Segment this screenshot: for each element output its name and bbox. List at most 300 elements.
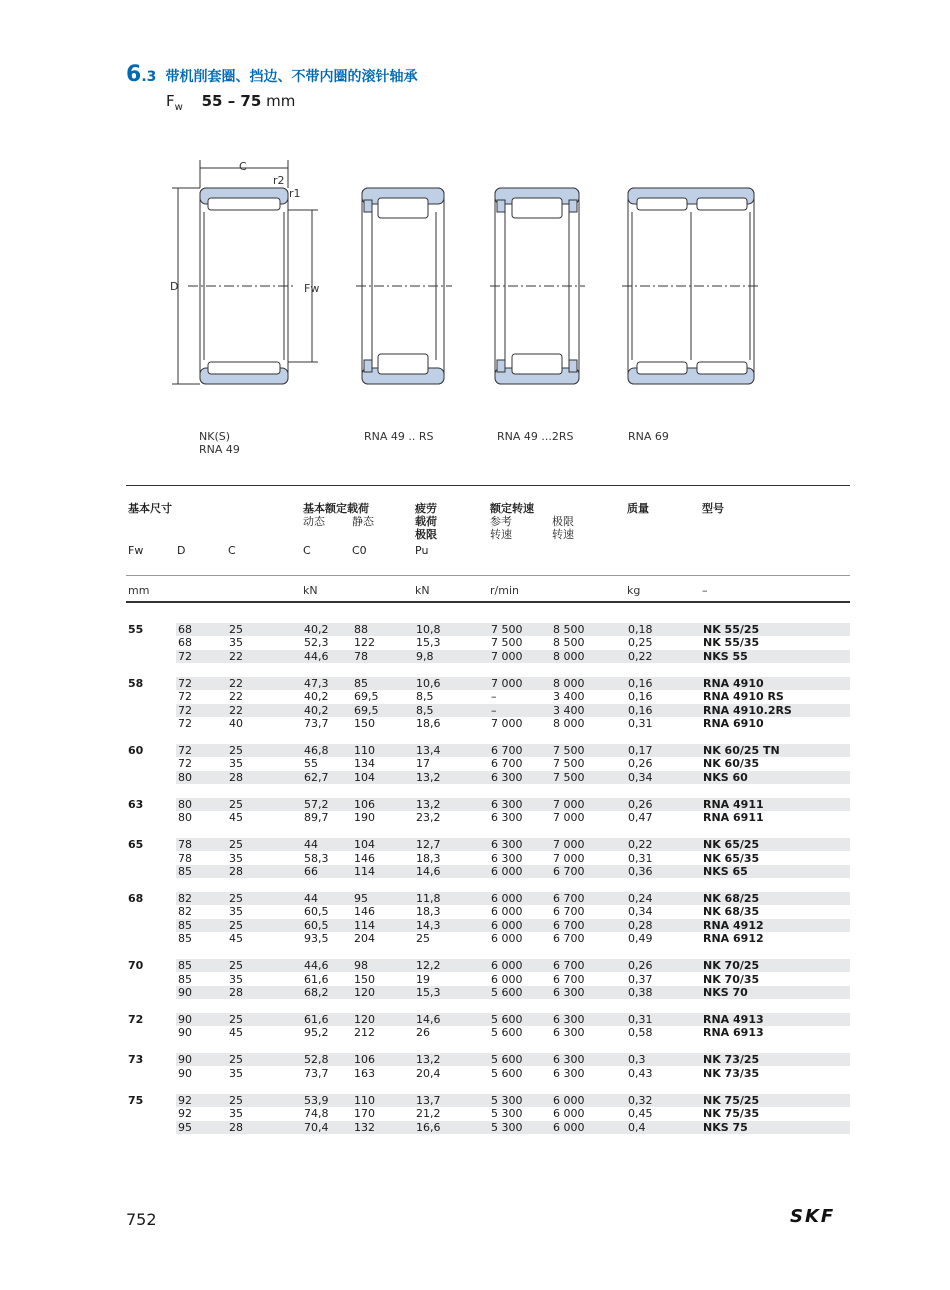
table-row <box>176 932 850 945</box>
hdr-fatigue-1: 疲劳 <box>415 502 437 515</box>
cell-c: 35 <box>229 851 243 865</box>
table-row <box>176 973 850 986</box>
cell-c: 25 <box>229 623 243 636</box>
cell-pu: 18,6 <box>416 717 441 730</box>
cell-mass: 0,26 <box>628 797 653 811</box>
cell-lim-speed: 6 300 <box>553 1026 585 1040</box>
hdr-load-ratings: 基本额定载荷 <box>303 502 369 515</box>
cell-c0: 110 <box>354 1093 375 1107</box>
cell-pu: 25 <box>416 932 430 946</box>
hdr-sym-c0: C0 <box>352 544 367 557</box>
cell-d: 78 <box>178 838 192 852</box>
cell-ref-speed: 6 300 <box>491 770 523 784</box>
cell-ref-speed: 6 000 <box>491 892 523 905</box>
cell-ref-speed: 5 600 <box>491 1013 523 1026</box>
cell-lim-speed: 6 700 <box>553 959 585 973</box>
group-fw: 75 <box>128 1093 144 1107</box>
cell-d: 90 <box>178 1053 192 1067</box>
cell-c: 25 <box>229 1053 243 1067</box>
cell-d: 72 <box>178 717 192 730</box>
cell-d: 82 <box>178 905 192 919</box>
cell-mass: 0,25 <box>628 636 653 650</box>
group-fw: 63 <box>128 797 144 811</box>
cell-pu: 17 <box>416 757 430 771</box>
group-fw: 72 <box>128 1013 144 1026</box>
cell-pu: 18,3 <box>416 851 441 865</box>
cell-lim-speed: 6 700 <box>553 918 585 932</box>
cell-c0: 85 <box>354 676 368 690</box>
cell-c0: 170 <box>354 1107 375 1121</box>
cell-c-dyn: 73,7 <box>304 1066 329 1080</box>
cell-d: 90 <box>178 986 192 999</box>
cell-c0: 134 <box>354 757 375 771</box>
cell-pu: 13,4 <box>416 744 441 757</box>
cell-c0: 163 <box>354 1066 375 1080</box>
cell-mass: 0,16 <box>628 703 653 717</box>
hdr-dynamic: 动态 <box>303 515 325 528</box>
cell-ref-speed: 5 300 <box>491 1093 523 1107</box>
cell-lim-speed: 8 500 <box>553 636 585 650</box>
cell-pu: 12,2 <box>416 959 441 973</box>
cell-c0: 110 <box>354 744 375 757</box>
cell-c: 25 <box>229 744 243 757</box>
cell-pu: 26 <box>416 1026 430 1040</box>
table-row <box>176 704 850 717</box>
hdr-fatigue-2: 载荷 <box>415 515 437 528</box>
table-row <box>176 1067 850 1080</box>
cell-d: 85 <box>178 972 192 986</box>
cell-ref-speed: 6 000 <box>491 932 523 946</box>
cell-designation: NK 60/25 TN <box>703 744 780 757</box>
cell-ref-speed: 6 000 <box>491 959 523 973</box>
cell-c0: 104 <box>354 838 375 852</box>
cell-ref-speed: 5 600 <box>491 1053 523 1067</box>
hdr-sym-c-dyn: C <box>303 544 311 557</box>
cell-mass: 0,18 <box>628 623 653 636</box>
page-number: 752 <box>126 1210 157 1229</box>
cell-d: 72 <box>178 703 192 717</box>
cell-lim-speed: 7 000 <box>553 797 585 811</box>
cell-c-dyn: 93,5 <box>304 932 329 946</box>
cell-lim-speed: 6 700 <box>553 892 585 905</box>
cell-pu: 8,5 <box>416 703 434 717</box>
cell-c0: 190 <box>354 811 375 825</box>
unit-rmin: r/min <box>490 584 519 597</box>
cell-lim-speed: 7 500 <box>553 744 585 757</box>
cell-designation: NK 60/35 <box>703 757 760 771</box>
cell-c-dyn: 74,8 <box>304 1107 329 1121</box>
cell-designation: RNA 4910 RS <box>703 690 784 704</box>
cell-c: 25 <box>229 892 243 905</box>
cell-lim-speed: 6 700 <box>553 905 585 919</box>
cell-c0: 120 <box>354 986 375 999</box>
table-row <box>176 1107 850 1120</box>
cell-c0: 150 <box>354 717 375 730</box>
cell-designation: RNA 4913 <box>703 1013 764 1026</box>
cell-pu: 14,3 <box>416 918 441 932</box>
cell-c: 25 <box>229 838 243 852</box>
drawing-label-nks: NK(S) <box>199 430 231 443</box>
cell-d: 85 <box>178 959 192 973</box>
table-row <box>176 1026 850 1039</box>
cell-ref-speed: 5 600 <box>491 986 523 999</box>
cell-c: 28 <box>229 1120 243 1134</box>
cell-pu: 13,7 <box>416 1093 441 1107</box>
cell-c0: 150 <box>354 972 375 986</box>
drawing-rna69 <box>622 188 760 384</box>
cell-mass: 0,22 <box>628 838 653 852</box>
cell-d: 72 <box>178 744 192 757</box>
fw-subscript: w <box>174 102 183 113</box>
cell-pu: 13,2 <box>416 797 441 811</box>
cell-designation: NK 73/25 <box>703 1053 760 1067</box>
cell-d: 68 <box>178 636 192 650</box>
section-number: 6 <box>126 62 142 87</box>
cell-ref-speed: 5 300 <box>491 1107 523 1121</box>
cell-mass: 0,16 <box>628 676 653 690</box>
cell-designation: RNA 6913 <box>703 1026 764 1040</box>
cell-pu: 18,3 <box>416 905 441 919</box>
cell-mass: 0,28 <box>628 918 653 932</box>
cell-mass: 0,17 <box>628 744 653 757</box>
cell-mass: 0,4 <box>628 1120 646 1134</box>
cell-c: 25 <box>229 1093 243 1107</box>
cell-ref-speed: 6 000 <box>491 905 523 919</box>
cell-ref-speed: 7 500 <box>491 636 523 650</box>
cell-d: 68 <box>178 623 192 636</box>
hdr-basic-dims: 基本尺寸 <box>128 502 172 515</box>
cell-d: 80 <box>178 770 192 784</box>
cell-pu: 13,2 <box>416 770 441 784</box>
cell-designation: NK 65/25 <box>703 838 760 852</box>
cell-pu: 20,4 <box>416 1066 441 1080</box>
cell-c-dyn: 62,7 <box>304 770 329 784</box>
cell-c-dyn: 40,2 <box>304 623 329 636</box>
cell-lim-speed: 6 700 <box>553 972 585 986</box>
cell-d: 92 <box>178 1107 192 1121</box>
section-subnumber: .3 <box>141 69 157 85</box>
table-row <box>176 865 850 878</box>
cell-designation: NKS 75 <box>703 1120 748 1134</box>
cell-c-dyn: 44 <box>304 892 318 905</box>
cell-c-dyn: 44,6 <box>304 959 329 973</box>
cell-mass: 0,16 <box>628 690 653 704</box>
cell-d: 80 <box>178 797 192 811</box>
hdr-sym-d: D <box>177 544 186 557</box>
cell-mass: 0,34 <box>628 770 653 784</box>
cell-ref-speed: 7 000 <box>491 676 523 690</box>
cell-pu: 16,6 <box>416 1120 441 1134</box>
cell-lim-speed: 6 700 <box>553 865 585 878</box>
cell-lim-speed: 3 400 <box>553 703 585 717</box>
cell-mass: 0,26 <box>628 959 653 973</box>
cell-c: 22 <box>229 703 243 717</box>
cell-c0: 146 <box>354 905 375 919</box>
dim-r1: r1 <box>289 187 301 200</box>
cell-d: 72 <box>178 757 192 771</box>
cell-c: 22 <box>229 676 243 690</box>
cell-c0: 114 <box>354 918 375 932</box>
cell-d: 95 <box>178 1120 192 1134</box>
cell-pu: 21,2 <box>416 1107 441 1121</box>
cell-c: 40 <box>229 717 243 730</box>
cell-designation: RNA 6910 <box>703 717 764 730</box>
unit-kn-fatigue: kN <box>415 584 430 597</box>
cell-mass: 0,32 <box>628 1093 653 1107</box>
hdr-sym-fw: Fw <box>128 544 144 557</box>
cell-c-dyn: 61,6 <box>304 972 329 986</box>
cell-c-dyn: 60,5 <box>304 918 329 932</box>
range-value: 55 – 75 <box>201 92 262 110</box>
cell-c-dyn: 89,7 <box>304 811 329 825</box>
cell-lim-speed: 7 000 <box>553 851 585 865</box>
table-row <box>176 852 850 865</box>
hdr-sym-c: C <box>228 544 236 557</box>
cell-d: 92 <box>178 1093 192 1107</box>
cell-lim-speed: 6 700 <box>553 932 585 946</box>
drawing-rna49-rs <box>356 188 452 384</box>
drawing-label-rna69: RNA 69 <box>628 430 669 443</box>
cell-lim-speed: 7 500 <box>553 770 585 784</box>
cell-c: 28 <box>229 770 243 784</box>
cell-c-dyn: 57,2 <box>304 797 329 811</box>
cell-designation: RNA 4910.2RS <box>703 703 792 717</box>
cell-lim-speed: 6 000 <box>553 1120 585 1134</box>
cell-c-dyn: 58,3 <box>304 851 329 865</box>
cell-d: 82 <box>178 892 192 905</box>
table-row <box>176 1094 850 1107</box>
group-fw: 55 <box>128 623 144 636</box>
header-bottom-rule <box>126 601 850 603</box>
cell-c-dyn: 60,5 <box>304 905 329 919</box>
cell-designation: NK 75/35 <box>703 1107 760 1121</box>
table-row <box>176 744 850 757</box>
table-row <box>176 650 850 663</box>
cell-c: 25 <box>229 1013 243 1026</box>
cell-c0: 122 <box>354 636 375 650</box>
cell-c0: 132 <box>354 1120 375 1134</box>
cell-c-dyn: 44 <box>304 838 318 852</box>
cell-designation: NKS 55 <box>703 649 748 663</box>
cell-c-dyn: 55 <box>304 757 318 771</box>
cell-c: 22 <box>229 690 243 704</box>
cell-designation: NK 68/25 <box>703 892 760 905</box>
cell-lim-speed: 6 000 <box>553 1093 585 1107</box>
cell-c0: 88 <box>354 623 368 636</box>
table-row <box>176 636 850 649</box>
unit-kg: kg <box>627 584 641 597</box>
cell-pu: 10,6 <box>416 676 441 690</box>
cell-c0: 78 <box>354 649 368 663</box>
cell-lim-speed: 8 500 <box>553 623 585 636</box>
hdr-reference: 参考 <box>490 515 512 528</box>
cell-pu: 19 <box>416 972 430 986</box>
cell-c0: 204 <box>354 932 375 946</box>
group-fw: 68 <box>128 892 144 905</box>
cell-d: 72 <box>178 649 192 663</box>
unit-dash: – <box>702 584 708 597</box>
drawing-label-rna49: RNA 49 <box>199 443 240 456</box>
dim-r2: r2 <box>273 174 285 187</box>
cell-pu: 11,8 <box>416 892 441 905</box>
cell-designation: NK 73/35 <box>703 1066 760 1080</box>
cell-c0: 98 <box>354 959 368 973</box>
cell-pu: 10,8 <box>416 623 441 636</box>
table-row <box>176 919 850 932</box>
cell-d: 90 <box>178 1013 192 1026</box>
dim-fw: Fw <box>304 282 320 295</box>
cell-c: 35 <box>229 972 243 986</box>
cell-c0: 69,5 <box>354 703 379 717</box>
dim-d: D <box>170 280 179 293</box>
cell-designation: RNA 6911 <box>703 811 764 825</box>
table-row <box>176 757 850 770</box>
hdr-sym-pu: Pu <box>415 544 429 557</box>
cell-d: 85 <box>178 932 192 946</box>
cell-ref-speed: 6 000 <box>491 972 523 986</box>
cell-d: 90 <box>178 1066 192 1080</box>
section-title: 带机削套圈、挡边、不带内圈的滚针轴承 <box>165 69 418 85</box>
cell-designation: RNA 6912 <box>703 932 764 946</box>
cell-lim-speed: 6 300 <box>553 1053 585 1067</box>
cell-ref-speed: 6 000 <box>491 918 523 932</box>
cell-ref-speed: – <box>491 703 497 717</box>
cell-c: 35 <box>229 757 243 771</box>
table-row <box>176 677 850 690</box>
hdr-limiting-2: 转速 <box>552 528 574 541</box>
cell-c-dyn: 40,2 <box>304 690 329 704</box>
cell-designation: NK 75/25 <box>703 1093 760 1107</box>
cell-designation: RNA 4912 <box>703 918 764 932</box>
table-row <box>176 986 850 999</box>
group-fw: 60 <box>128 744 144 757</box>
cell-designation: NK 55/35 <box>703 636 760 650</box>
cell-c-dyn: 95,2 <box>304 1026 329 1040</box>
table-row <box>176 1013 850 1026</box>
cell-ref-speed: 5 300 <box>491 1120 523 1134</box>
cell-mass: 0,34 <box>628 905 653 919</box>
cell-designation: NK 68/35 <box>703 905 760 919</box>
cell-c0: 120 <box>354 1013 375 1026</box>
cell-c: 35 <box>229 905 243 919</box>
cell-ref-speed: – <box>491 690 497 704</box>
cell-pu: 12,7 <box>416 838 441 852</box>
cell-d: 72 <box>178 690 192 704</box>
hdr-limiting: 极限 <box>552 515 574 528</box>
cell-designation: NK 65/35 <box>703 851 760 865</box>
cell-mass: 0,38 <box>628 986 653 999</box>
cell-lim-speed: 6 300 <box>553 986 585 999</box>
cell-pu: 23,2 <box>416 811 441 825</box>
skf-logo: SKF <box>790 1206 836 1227</box>
table-row <box>176 892 850 905</box>
cell-c: 35 <box>229 1107 243 1121</box>
fw-symbol: F <box>166 92 175 110</box>
cell-mass: 0,31 <box>628 717 653 730</box>
table-row <box>176 811 850 824</box>
cell-c-dyn: 61,6 <box>304 1013 329 1026</box>
cell-ref-speed: 6 000 <box>491 865 523 878</box>
cell-pu: 14,6 <box>416 1013 441 1026</box>
cell-designation: NKS 65 <box>703 865 748 878</box>
cell-pu: 14,6 <box>416 865 441 878</box>
cell-c-dyn: 73,7 <box>304 717 329 730</box>
cell-lim-speed: 6 300 <box>553 1066 585 1080</box>
cell-ref-speed: 7 000 <box>491 717 523 730</box>
cell-designation: NK 70/25 <box>703 959 760 973</box>
unit-mm: mm <box>128 584 150 597</box>
table-row <box>176 838 850 851</box>
cell-lim-speed: 7 000 <box>553 811 585 825</box>
cell-lim-speed: 6 300 <box>553 1013 585 1026</box>
cell-mass: 0,43 <box>628 1066 653 1080</box>
cell-pu: 13,2 <box>416 1053 441 1067</box>
hdr-static: 静态 <box>352 515 374 528</box>
cell-mass: 0,58 <box>628 1026 653 1040</box>
cell-lim-speed: 7 500 <box>553 757 585 771</box>
table-row <box>176 771 850 784</box>
cell-ref-speed: 5 600 <box>491 1066 523 1080</box>
cell-d: 72 <box>178 676 192 690</box>
cell-ref-speed: 6 300 <box>491 797 523 811</box>
cell-designation: NKS 70 <box>703 986 748 999</box>
cell-lim-speed: 6 000 <box>553 1107 585 1121</box>
cell-c: 45 <box>229 932 243 946</box>
cell-c-dyn: 70,4 <box>304 1120 329 1134</box>
cell-c0: 95 <box>354 892 368 905</box>
table-row <box>176 798 850 811</box>
cell-designation: RNA 4910 <box>703 676 764 690</box>
hdr-reference-2: 转速 <box>490 528 512 541</box>
cell-c: 35 <box>229 1066 243 1080</box>
cell-mass: 0,37 <box>628 972 653 986</box>
cell-mass: 0,24 <box>628 892 653 905</box>
cell-ref-speed: 6 700 <box>491 757 523 771</box>
cell-d: 85 <box>178 918 192 932</box>
cell-lim-speed: 8 000 <box>553 649 585 663</box>
cell-mass: 0,3 <box>628 1053 646 1067</box>
table-row <box>176 1121 850 1134</box>
cell-d: 85 <box>178 865 192 878</box>
cell-pu: 8,5 <box>416 690 434 704</box>
table-row <box>176 623 850 636</box>
hdr-designation: 型号 <box>702 502 724 515</box>
cell-d: 80 <box>178 811 192 825</box>
table-row <box>176 959 850 972</box>
cell-c-dyn: 47,3 <box>304 676 329 690</box>
cell-d: 78 <box>178 851 192 865</box>
cell-c-dyn: 46,8 <box>304 744 329 757</box>
hdr-mass: 质量 <box>627 502 649 515</box>
cell-c: 28 <box>229 986 243 999</box>
cell-c: 25 <box>229 797 243 811</box>
header-mid-rule <box>126 575 850 576</box>
cell-c0: 146 <box>354 851 375 865</box>
cell-designation: NKS 60 <box>703 770 748 784</box>
cell-c0: 104 <box>354 770 375 784</box>
cell-c: 45 <box>229 811 243 825</box>
cell-ref-speed: 6 700 <box>491 744 523 757</box>
table-row <box>176 690 850 703</box>
cell-lim-speed: 7 000 <box>553 838 585 852</box>
group-fw: 65 <box>128 838 144 852</box>
cell-mass: 0,45 <box>628 1107 653 1121</box>
cell-c: 35 <box>229 636 243 650</box>
cell-c-dyn: 68,2 <box>304 986 329 999</box>
cell-c-dyn: 52,3 <box>304 636 329 650</box>
cell-c: 28 <box>229 865 243 878</box>
cell-c: 22 <box>229 649 243 663</box>
